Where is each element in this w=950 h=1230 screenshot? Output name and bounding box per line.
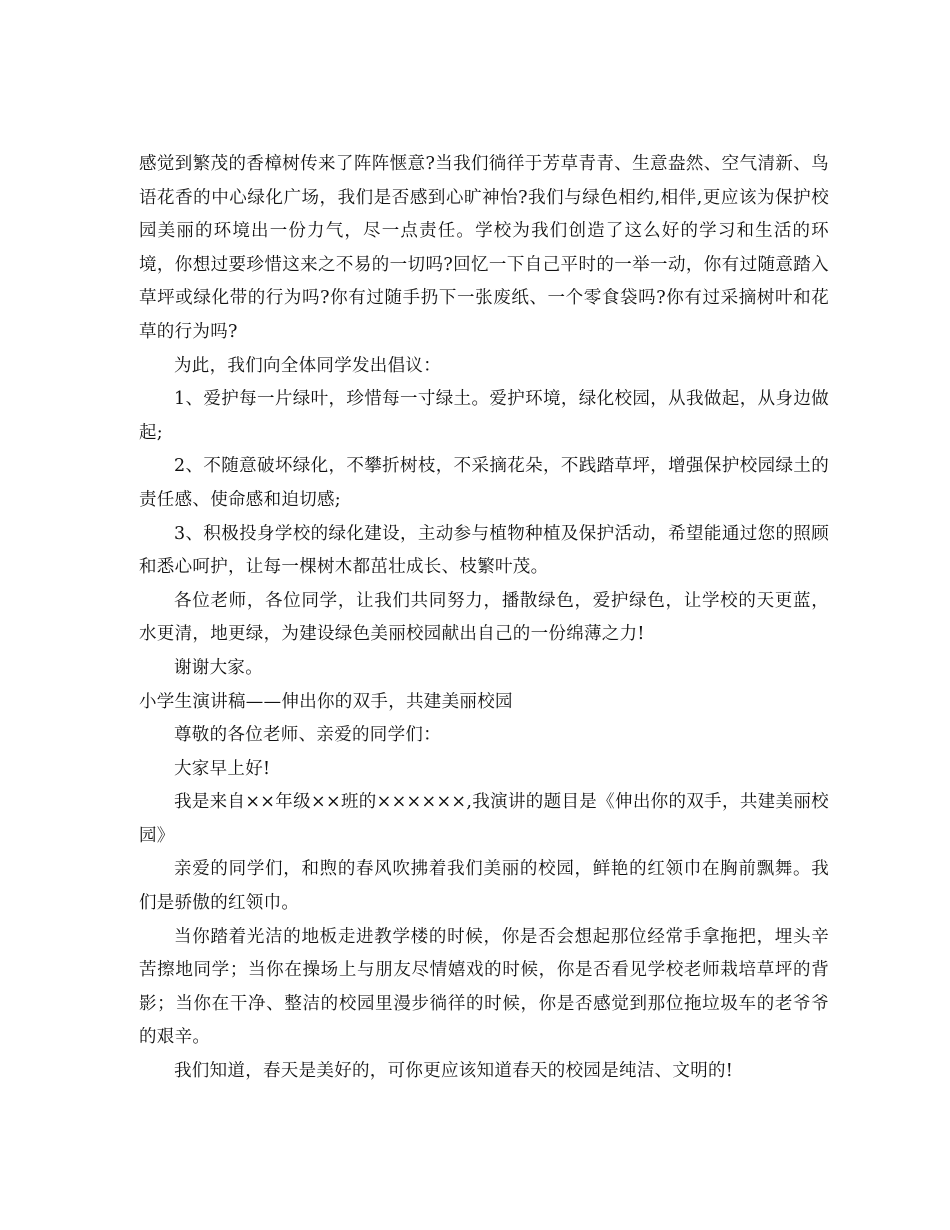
paragraph-1: 感觉到繁茂的香樟树传来了阵阵惬意?当我们徜徉于芳草青青、生意盎然、空气清新、鸟语花香的中心绿化广场，我们是否感到心旷神怡?我们与绿色相约,相伴,更应该为保护校园美丽的环境出一份力气，尽一点责任。学校为我们创造了这么好的学习和生活的环境，你想过要珍惜这来之不易的一切吗?回忆一下自己平时的一举一动，你有过随意踏入草坪或绿化带的行为吗?你有过随手扔下一张废纸、一个零食袋吗?你有过采摘树叶和花草的行为吗? — [139, 154, 829, 342]
paragraph-thanks: 谢谢大家。 — [174, 657, 263, 678]
document-body — [139, 148, 829, 1089]
paragraph-closing-call: 各位老师，各位同学，让我们共同努力，播散绿色，爱护绿色，让学校的天更蓝，水更清，地更绿，为建设绿色美丽校园献出自己的一份绵薄之力! — [139, 590, 829, 645]
paragraph-conclusion: 我们知道，春天是美好的，可你更应该知道春天的校园是纯洁、文明的! — [174, 1061, 734, 1082]
proposal-item-2: 2、不随意破坏绿化，不攀折树枝，不采摘花朵，不践踏草坪，增强保护校园绿土的责任感、使命感和迫切感; — [139, 456, 829, 510]
paragraph-intro: 我是来自××年级××班的××××××,我演讲的题目是《伸出你的双手，共建美丽校园》 — [139, 792, 829, 846]
paragraph-2: 为此，我们向全体同学发出倡议： — [174, 355, 441, 376]
salutation: 尊敬的各位老师、亲爱的同学们： — [174, 725, 441, 746]
proposal-item-1: 1、爱护每一片绿叶，珍惜每一寸绿土。爱护环境，绿化校园，从我做起，从身边做起; — [139, 389, 829, 443]
proposal-item-3: 3、积极投身学校的绿化建设，主动参与植物种植及保护活动，希望能通过您的照顾和悉心呵护，让每一棵树木都茁壮成长、枝繁叶茂。 — [139, 523, 829, 578]
speech-title: 小学生演讲稿——伸出你的双手，共建美丽校园 — [139, 691, 513, 712]
paragraph-spring: 亲爱的同学们，和煦的春风吹拂着我们美丽的校园，鲜艳的红领巾在胸前飘舞。我们是骄傲的红领巾。 — [139, 859, 829, 914]
greeting: 大家早上好! — [174, 758, 271, 779]
paragraph-reflection: 当你踏着光洁的地板走进教学楼的时候，你是否会想起那位经常手拿拖把，埋头辛苦擦地同学；当你在操场上与朋友尽情嬉戏的时候，你是否看见学校老师栽培草坪的背影；当你在干净、整洁的校园里漫步徜徉的时候，你是否感觉到那位拖垃圾车的老爷爷的艰辛。 — [139, 926, 829, 1048]
